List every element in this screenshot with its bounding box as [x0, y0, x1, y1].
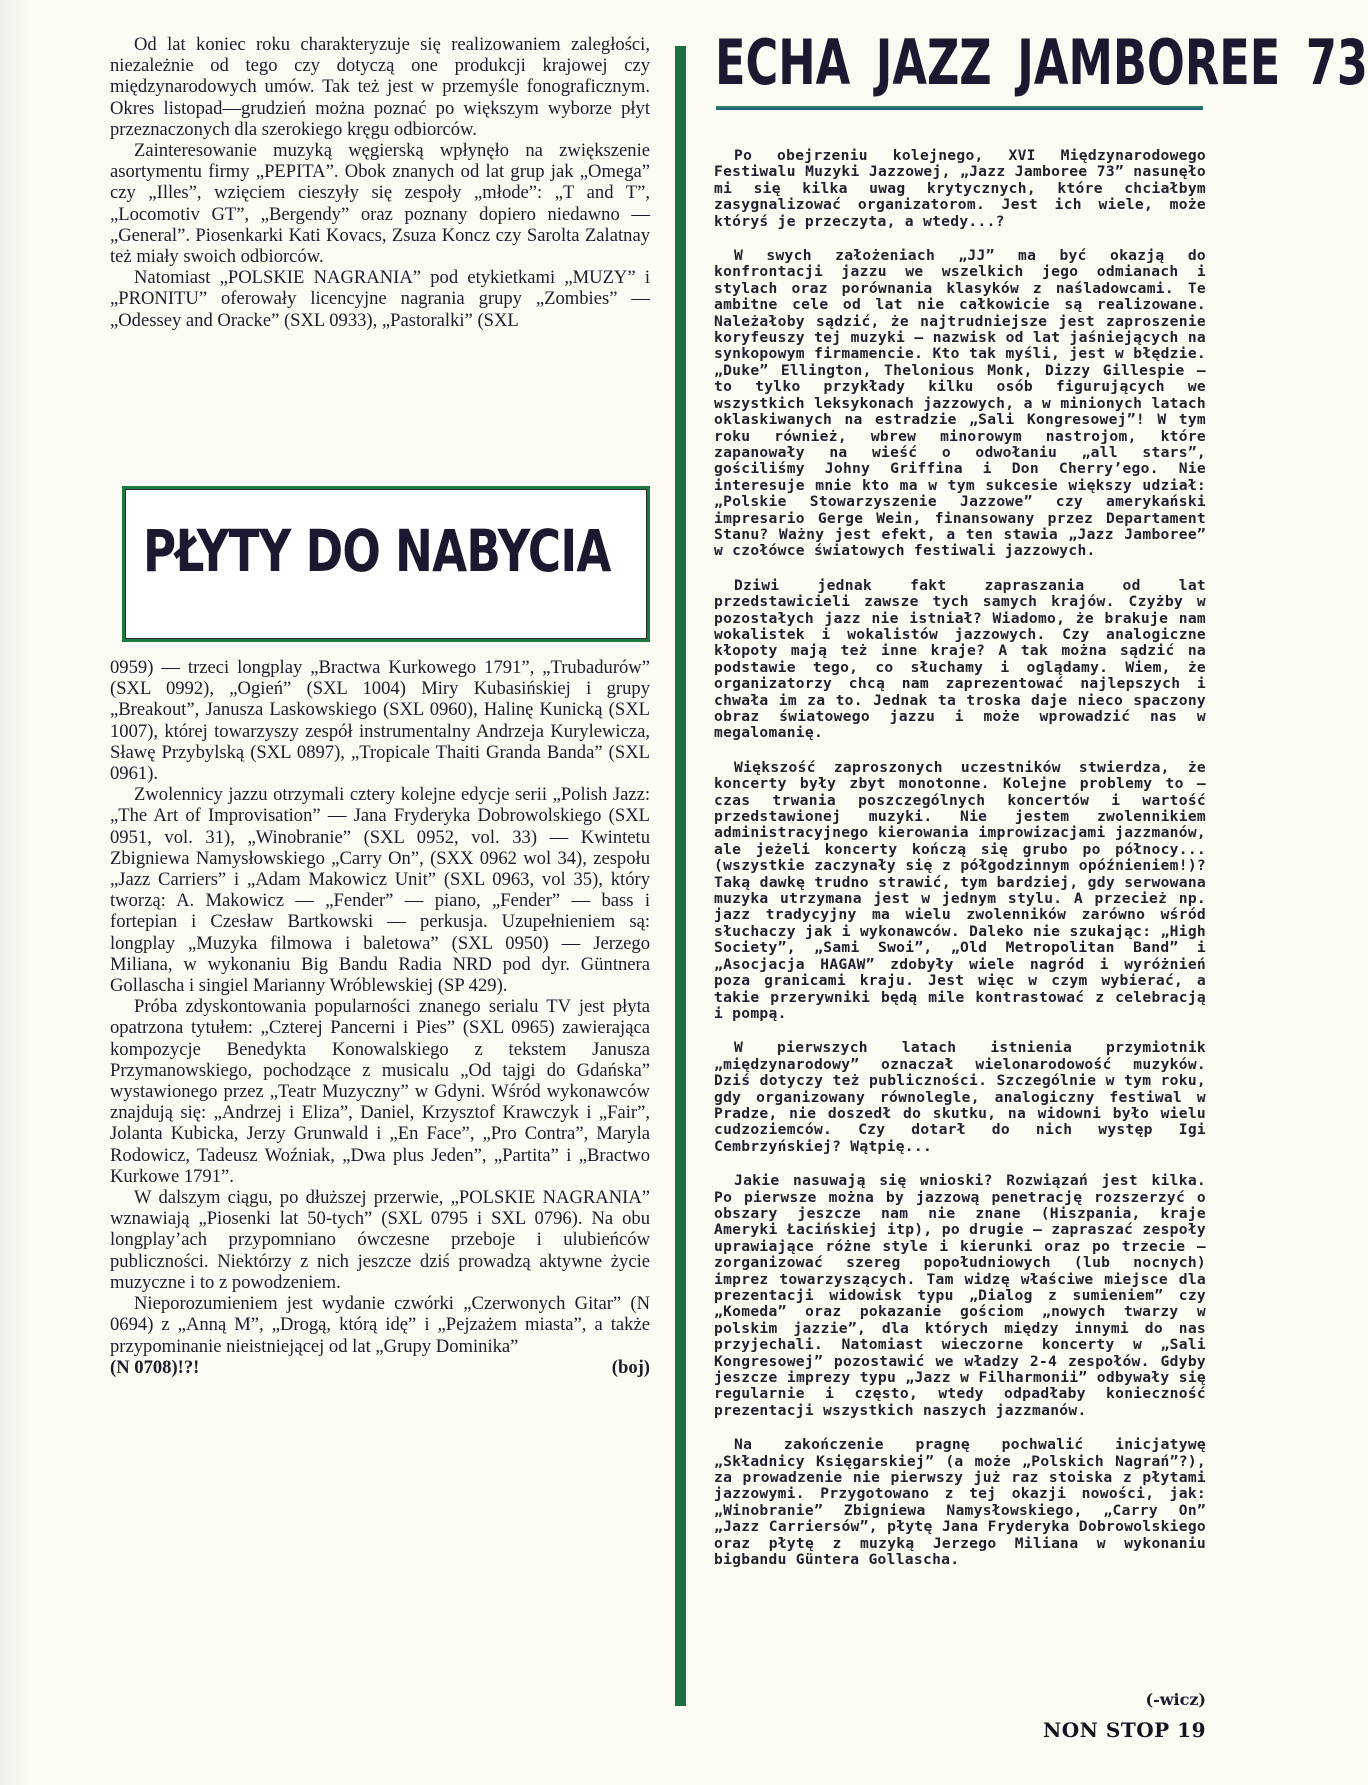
left-article-bottom [110, 657, 650, 1378]
left-paragraph-piosenki: W dalszym ciągu, po dłuższej przerwie, „POLSKIE NAGRANIA” wznawiają „Piosenki lat 50-tych” (SXL 0795 i SXL 0796). Na obu longplay’ach przypomniano ówczesne przeboje i ulubieńców publiczności. Niektórzy z nich jeszcze dziś prowadzą aktywne życie muzyczne i to z powodzeniem. [110, 1187, 650, 1293]
left-paragraph-pepita: Zainteresowanie muzyką węgierską wpłynęło na zwiększenie asortymentu firmy „PEPITA”. Obok znanych od lat grup jak „Omega” czy „Illes”, wzięciem cieszyły się zespoły „młode”: „T and T”, „Locomotiv GT”, „Bergendy” oraz poznany dopiero niedawno — „General”. Piosenkarki Kati Kovacs, Zsuza Koncz czy Sarolta Zalatnay też miały swoich odbiorców. [110, 140, 650, 268]
right-author-signature: (-wicz) [1145, 1690, 1206, 1709]
closing-code: (N 0708)!?! [110, 1356, 200, 1378]
right-paragraph-5: W pierwszych latach istnienia przymiotnik „międzynarodowy” oznaczał wielonarodowość muzyków. Dziś dotyczy też publiczności. Szczególnie w tym roku, gdy organizowany równolegle, analogiczny festiwal w Pradze, nie doszedł do skutku, na widowni było wielu cudzoziemców. Czy dotarł do nich występ Igi Cembrzyńskiej? Wątpię... [714, 1039, 1206, 1155]
left-paragraph-jazz: Zwolennicy jazzu otrzymali cztery kolejne edycje serii „Polish Jazz: „The Art of Improvisation” — Jana Fryderyka Dobrowolskiego (SXL 0951, vol. 31), „Winobranie” (SXL 0952, vol. 33) — Kwintetu Zbigniewa Namysłowskiego „Carry On”, (SXX 0962 wol 34), zespołu „Jazz Carriers” i „Adam Makowicz Unit” (SXL 0963, vol 35), który tworzą: A. Makowicz — „Fender” — piano, „Fender” — bass i fortepian i Czesław Bartkowski — perkusja. Uzupełnieniem są: longplay „Muzyka filmowa i baletowa” (SXL 0950) — Jerzego Miliana, w wykonaniu Big Bandu Radia NRD pod dyr. Güntnera Gollascha i singiel Marianny Wróblewskiej (SP 429). [110, 784, 650, 997]
section-title: PŁYTY DO NABYCIA [143, 517, 611, 585]
left-article-top [110, 34, 650, 331]
left-paragraph-czterej-pancerni: Próba zdyskontowania popularności znanego serialu TV jest płyta opatrzona tytułem: „Czterej Pancerni i Pies” (SXL 0965) zawierająca kompozycje Benedykta Konowalskiego z tekstem Janusza Przymanowskiego, pochodzące z musicalu „Od tajgi do Gdańska” wystawionego przez „Teatr Muzyczny” w Gdyni. Wśród wykonawców znajdują się: „Andrzej i Eliza”, Daniel, Krzysztof Krawczyk i „Fair”, Jolanta Kubicka, Jerzy Grunwald i „En Face”, „Pro Contra”, Maryla Rodowicz, Tadeusz Woźniak, „Dwa plus Jeden”, „Partita” i „Bractwo Kurkowe 1791”. [110, 996, 650, 1187]
page-edge-shading [0, 0, 30, 1785]
right-article-headline: ECHA JAZZ JAMBOREE 73 [715, 26, 1368, 99]
page-footer-label: NON STOP 19 [1042, 1718, 1206, 1742]
left-paragraph-polskie-nagrania: Natomiast „POLSKIE NAGRANIA” pod etykietkami „MUZY” i „PRONITU” oferowały licencyjne nagrania grupy „Zombies” — „Odessey and Oracke” (SXL 0933), „Pastoralki” (SXL [110, 267, 650, 331]
left-paragraph-continuation: 0959) — trzeci longplay „Bractwa Kurkowego 1791”, „Trubadurów” (SXL 0992), „Ogień” (SXL 1004) Miry Kubasińskiej i grupy „Breakout”, Janusza Laskowskiego (SXL 0960), Halinę Kunicką (SXL 1007), której towarzyszy zespół instrumentalny Andrzeja Kurylewicza, Sławę Przybylską (SXL 0897), „Tropicale Thaiti Granda Banda” (SXL 0961). [110, 657, 650, 785]
headline-underline [716, 106, 1203, 110]
right-paragraph-3: Dziwi jednak fakt zapraszania od lat przedstawicieli zawsze tych samych krajów. Czyżby w pozostałych jazz nie istniał? Wiadomo, że brakuje nam wokalistek i wokalistów jazzowych. Czy analogiczne kłopoty mają też inne kraje? A tak można sądzić na podstawie tego, co słuchamy i oglądamy. Wiem, że organizatorzy chcą nam zaprezentować najlepszych i chwała im za to. Jednak ta troska daje nieco spaczony obraz światowego jazzu i może wprowadzić nas w megalomanię. [714, 576, 1206, 742]
right-paragraph-2: W swych założeniach „JJ” ma być okazją do konfrontacji jazzu we wszelkich jego odmianach i stylach oraz porównania klasyków z naśladowcami. Te ambitne cele od lat nie całkowicie są realizowane. Należałoby sądzić, że najtrudniejsze jest zaproszenie koryfeuszy tej muzyki — nazwisk od lat jaśniejących na synkopowym firmamencie. Kto tak myśli, jest w błędzie. „Duke” Ellington, Thelonious Monk, Dizzy Gillespie — to tylko przykłady kilku osób figurujących we wszystkich leksykonach jazzowych, a w minionych latach oklaskiwanych na estradzie „Sali Kongresowej”! W tym roku również, wbrew minorowym nastrojom, które zapanowały na wieść o odwołaniu „all stars”, gościliśmy Johny Griffina i Don Cherry’ego. Nie interesuje mnie kto ma w tym sukcesie większy udział: „Polskie Stowarzyszenie Jazzowe” czy amerykański impresario Gerge Wein, finansowany przez Departament Stanu? Ważny jest efekt, a ten stawia „Jazz Jamboree” w czołówce światowych festiwali jazzowych. [714, 247, 1206, 560]
right-article-body [714, 148, 1206, 1587]
left-author-signature: (boj) [611, 1356, 650, 1378]
section-title-box [122, 486, 650, 642]
right-paragraph-6: Jakie nasuwają się wnioski? Rozwiązań jest kilka. Po pierwsze można by jazzową penetrację rozszerzyć o obszary jeszcze nam nie znane (Hiszpania, kraje Ameryki Łacińskiej itp), po drugie — zapraszać zespoły uprawiające różne style i kierunki oraz po trzecie — zorganizować szereg popołudniowych (lub nocnych) imprez towarzyszących. Tam widzę właściwe miejsce dla prezentacji widowisk typu „Dialog z sumieniem” czy „Komeda” oraz pokazanie gościom „nowych twarzy w polskim jazzie”, dla których między innymi do nas przyjechali. Natomiast wieczorne koncerty w „Sali Kongresowej” pozostawić we władzy 2-4 zespołów. Gdyby jeszcze imprezy typu „Jazz w Filharmonii” odbywały się regularnie i często, wtedy odpadłaby konieczność prezentacji wszystkich naszych jazzmanów. [714, 1172, 1206, 1419]
left-paragraph-czerwone-gitary: Nieporozumieniem jest wydanie czwórki „Czerwonych Gitar” (N 0694) z „Anną M”, „Drogą, którą idę” i „Pejzażem miasta”, a także przypominanie nieistniejącej od lat „Grupy Dominika” [110, 1293, 650, 1357]
right-paragraph-7: Na zakończenie pragnę pochwalić inicjatywę „Składnicy Księgarskiej” (a może „Polskich Nagrań”?), za prowadzenie nie pierwszy już raz stoiska z płytami jazzowymi. Przygotowano z tej okazji nowości, jak: „Winobranie” Zbigniewa Namysłowskiego, „Carry On” „Jazz Carriersów”, płytę Jana Fryderyka Dobrowolskiego oraz płytę z muzyką Jerzego Miliana w wykonaniu bigbandu Güntera Gollascha. [714, 1436, 1206, 1569]
right-paragraph-1: Po obejrzeniu kolejnego, XVI Międzynarodowego Festiwalu Muzyki Jazzowej, „Jazz Jamboree 73” nasunęło mi się kilka uwag krytycznych, które chciałbym zasygnalizować organizatorom. Jest ich wiele, może któryś je przeczyta, a wtedy...? [714, 147, 1206, 230]
column-divider-rule [675, 46, 686, 1706]
left-article-signature-line [110, 1357, 650, 1378]
right-paragraph-4: Większość zaproszonych uczestników stwierdza, że koncerty były zbyt monotonne. Kolejne problemy to — czas trwania poszczególnych koncertów i wartość przedstawionej muzyki. Nie jestem zwolennikiem administracyjnego kierowania improwizacjami jazzmanów, ale jeżeli koncerty kończą się grubo po północy... (wszystkie zaczynały się z półgodzinnym opóźnieniem!)? Taką dawkę trudno strawić, tym bardziej, gdy serwowana muzyka utrzymana jest w jednym stylu. A przecież np. jazz tradycyjny ma wielu zwolenników zarówno wśród słuchaczy jak i wykonawców. Daleko nie szukając: „High Society”, „Sami Swoi”, „Old Metropolitan Band” i „Asocjacja HAGAW” zdobyły wiele nagród i wyróżnień poza granicami kraju. Jest więc w czym wybierać, a takie przerywniki będą mile kontrastować z celebracją i pompą. [714, 758, 1206, 1022]
left-paragraph-intro: Od lat koniec roku charakteryzuje się realizowaniem zaległości, niezależnie od tego czy dotyczą one produkcji krajowej czy międzynarodowych umów. Tak też jest w przemyśle fonograficznym. Okres listopad—grudzień można poznać po większym wyborze płyt przeznaczonych dla szerokiego kręgu odbiorców. [110, 34, 650, 140]
